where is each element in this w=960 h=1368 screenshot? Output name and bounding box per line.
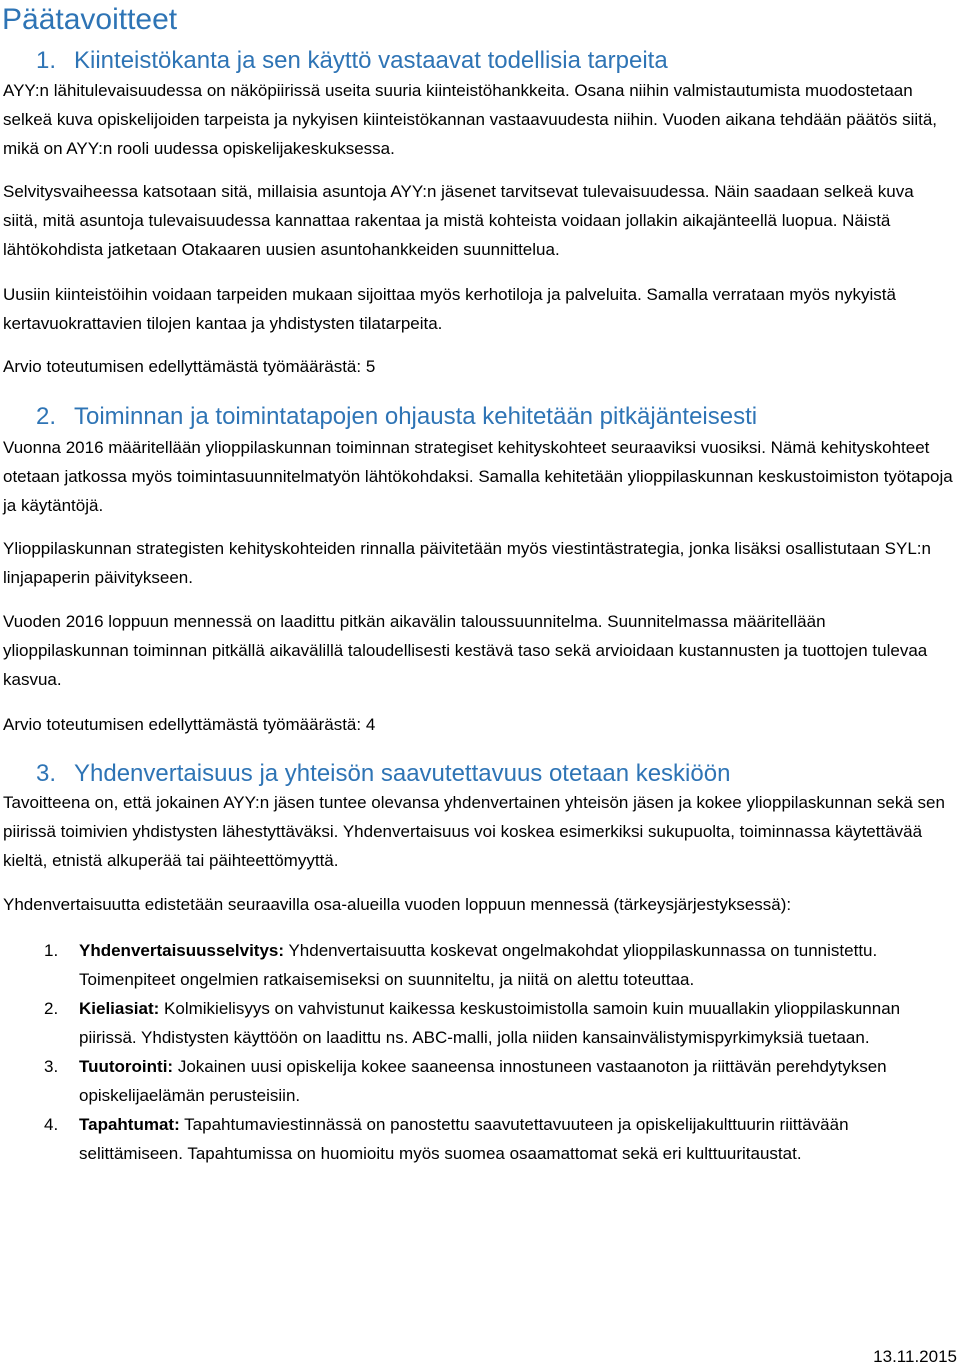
- section-1-paragraph-1: AYY:n lähitulevaisuudessa on näköpiirissä useita suuria kiinteistöhankkeita. Osana niihin valmistautumista muodostetaan selkeä kuva opiskelijoiden tarpeista ja nykyisen kiinteistökannan vastaavuudesta niihin. Vuoden aikana tehdään päätös siitä, mikä on AYY:n rooli uudessa opiskelijakeskuksessa.: [3, 81, 938, 158]
- section-1-paragraph-3: Uusiin kiinteistöihin voidaan tarpeiden mukaan sijoittaa myös kerhotiloja ja palveluita. Samalla verrataan myös nykyistä kertavuokrattavien tilojen kantaa ja yhdistysten tilatarpeita.: [3, 285, 896, 333]
- list-item-text: Jokainen uusi opiskelija kokee saaneensa innostuneen vastaanoton ja riittävän perehdytyksen opiskelijaelämän perusteisiin.: [79, 1057, 887, 1105]
- page-title: Päätavoitteet: [2, 3, 178, 36]
- section-2-number: 2.: [36, 403, 57, 430]
- section-1-heading: [36, 45, 668, 77]
- list-item-term: Tuutorointi:: [79, 1057, 174, 1076]
- list-item: [0, 1110, 950, 1168]
- section-2-paragraph-1: Vuonna 2016 määritellään ylioppilaskunnan toiminnan strategiset kehityskohteet seuraaviksi vuosiksi. Nämä kehityskohteet otetaan jatkossa myös toimintasuunnitelmatyön lähtökohdaksi. Samalla kehitetään ylioppilaskunnan keskustoimiston työtapoja ja käytäntöjä.: [3, 438, 953, 515]
- section-1-paragraph-2: Selvitysvaiheessa katsotaan sitä, millaisia asuntoja AYY:n jäsenet tarvitsevat tulevaisuudessa. Näin saadaan selkeä kuva siitä, mitä asuntoja tulevaisuudessa kannattaa rakentaa ja mistä kohteista voidaan jollakin aikajänteellä luopua. Näistä lähtökohdista jatketaan Otakaaren uusien asuntohankkeiden suunnittelua.: [3, 182, 914, 259]
- list-item-text: Yhdenvertaisuutta koskevat ongelmakohdat ylioppilaskunnassa on tunnistettu. Toimenpiteet ongelmien ratkaisemiseksi on suunniteltu, ja niitä on alettu toteuttaa.: [79, 941, 878, 989]
- section-3-number: 3.: [36, 760, 57, 787]
- list-item-term: Tapahtumat:: [79, 1115, 180, 1134]
- list-item-text: Kolmikielisyys on vahvistunut kaikessa keskustoimistolla samoin kuin muuallakin ylioppilaskunnan piirissä. Yhdistysten käyttöön on laadittu ns. ABC-malli, jolla niiden kansainvälistymispyrkimyksiä tuetaan.: [79, 999, 901, 1047]
- section-2-paragraph-3: Vuoden 2016 loppuun mennessä on laadittu pitkän aikavälin taloussuunnitelma. Suunnitelmassa määritellään ylioppilaskunnan toiminnan pitkällä aikavälillä taloudellisesti kestävä taso sekä arvioidaan kustannusten ja tuottojen tulevaa kasvua.: [3, 612, 928, 689]
- list-item-text: Tapahtumaviestinnässä on panostettu saavutettavuuteen ja opiskelijakulttuurin riittävään selittämiseen. Tapahtumissa on huomioitu myös suomea osaamattomat sekä eri kulttuuritaustat.: [79, 1115, 849, 1163]
- section-1-number: 1.: [36, 47, 57, 74]
- section-2-paragraph-2: Ylioppilaskunnan strategisten kehityskohteiden rinnalla päivitetään myös viestintästrategia, jonka lisäksi osallistutaan SYL:n linjapaperin päivitykseen.: [3, 539, 931, 587]
- section-2-heading: [36, 401, 757, 433]
- list-item-number: 1.: [44, 941, 59, 960]
- section-3-heading: [36, 758, 730, 790]
- list-item-term: Yhdenvertaisuusselvitys:: [79, 941, 285, 960]
- priority-list: [0, 936, 950, 1168]
- section-3-paragraph-1: Tavoitteena on, että jokainen AYY:n jäsen tuntee olevansa yhdenvertainen yhteisön jäsen ja kokee ylioppilaskunnan sekä sen piirissä toimivien yhdistysten lähestyttäväksi. Yhdenvertaisuus voi koskea esimerkiksi sukupuolta, toiminnassa käytettävää kieltä, etnistä alkuperää tai päihteettömyyttä.: [3, 793, 945, 870]
- section-3-paragraph-2: Yhdenvertaisuutta edistetään seuraavilla osa-alueilla vuoden loppuun mennessä (tärkeysjärjestyksessä):: [3, 895, 792, 914]
- section-2-title: Toiminnan ja toimintatapojen ohjausta kehitetään pitkäjänteisesti: [74, 403, 758, 430]
- section-1-title: Kiinteistökanta ja sen käyttö vastaavat todellisia tarpeita: [74, 47, 668, 74]
- section-2-workload: Arvio toteutumisen edellyttämästä työmäärästä: 4: [3, 715, 376, 734]
- list-item-number: 2.: [44, 999, 59, 1018]
- list-item: [0, 1052, 950, 1110]
- list-item: [0, 936, 950, 994]
- section-1-workload: Arvio toteutumisen edellyttämästä työmäärästä: 5: [3, 357, 376, 376]
- list-item-number: 3.: [44, 1057, 59, 1076]
- section-3-title: Yhdenvertaisuus ja yhteisön saavutettavuus otetaan keskiöön: [74, 760, 731, 787]
- list-item: [0, 994, 950, 1052]
- footer-date: 13.11.2015: [873, 1347, 957, 1366]
- list-item-term: Kieliasiat:: [79, 999, 160, 1018]
- list-item-number: 4.: [44, 1115, 59, 1134]
